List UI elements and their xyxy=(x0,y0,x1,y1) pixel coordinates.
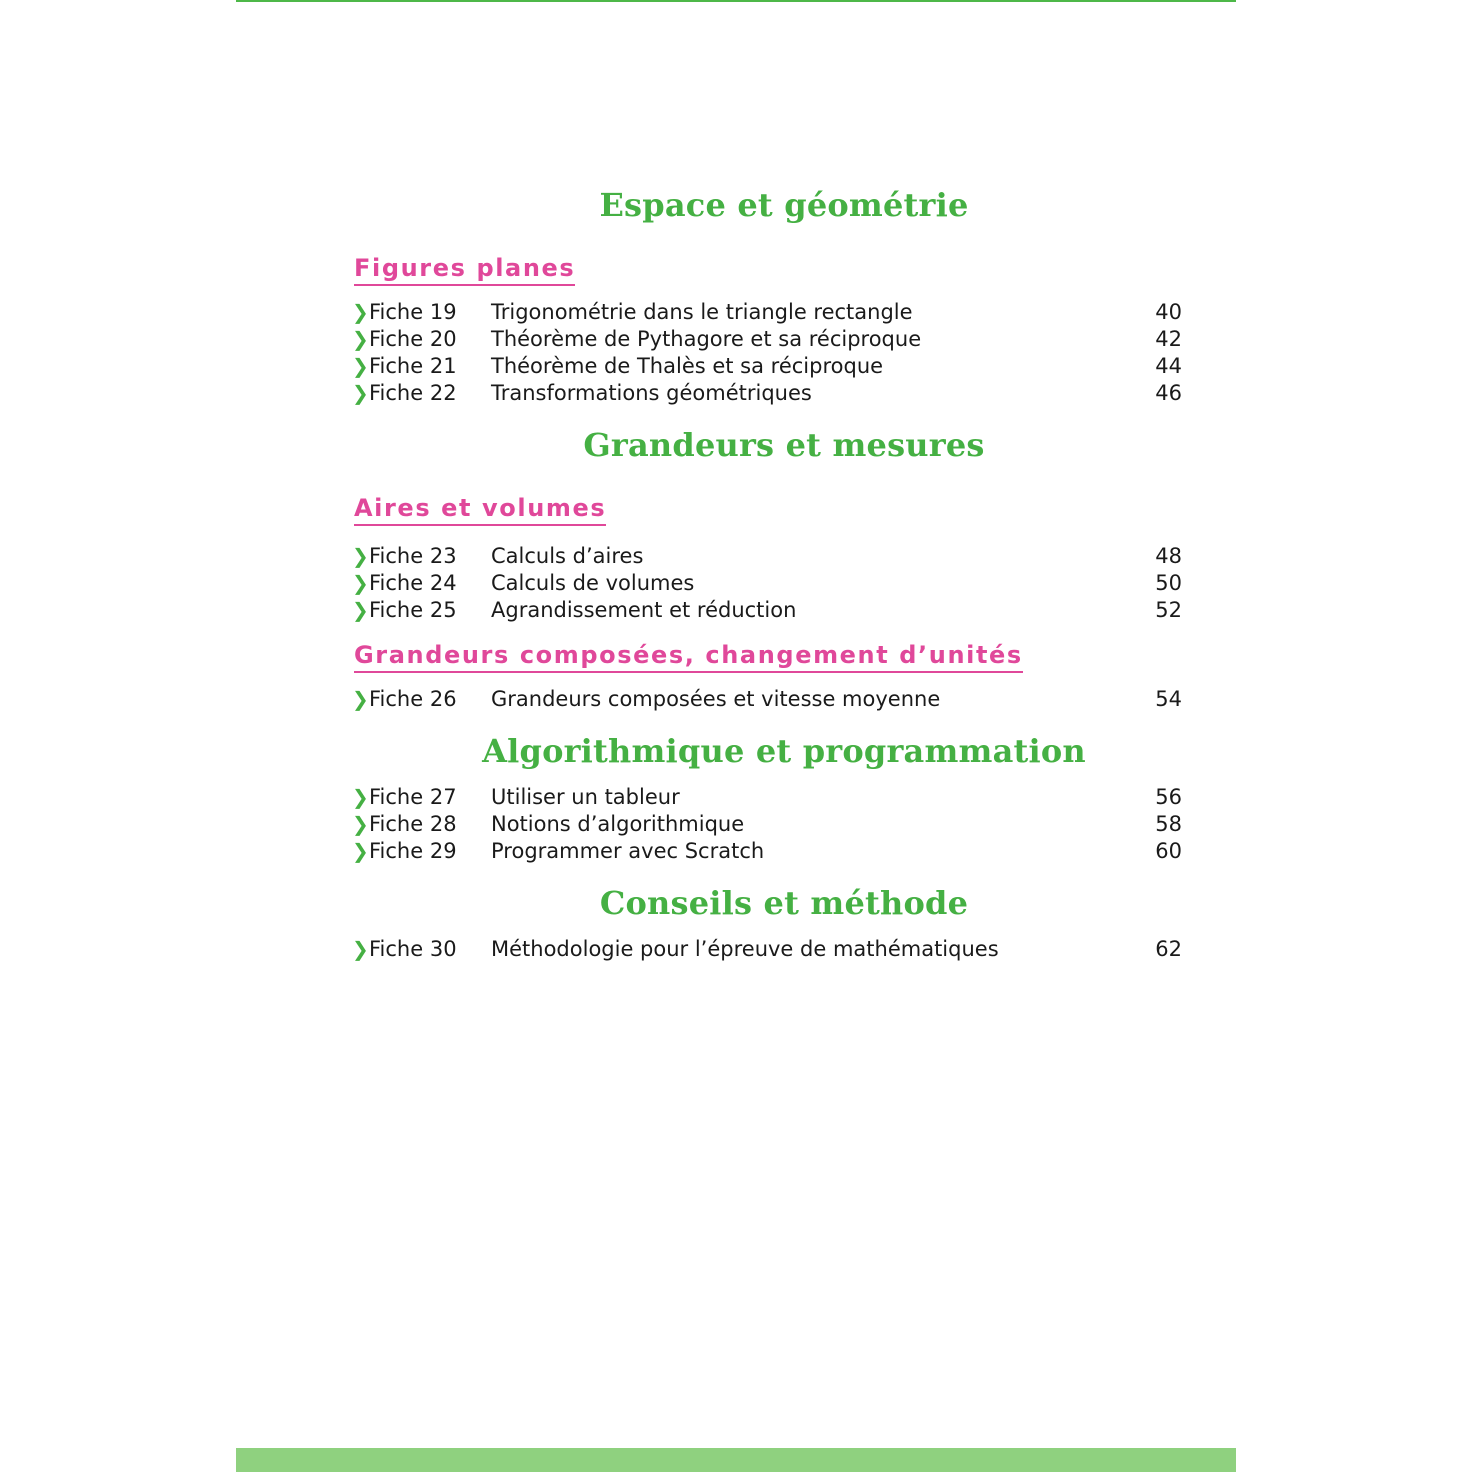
toc-list-grandeurs-composees xyxy=(352,686,1182,713)
fiche-number: Fiche 23 xyxy=(369,544,457,568)
page-number: 60 xyxy=(1155,839,1182,863)
section-heading-grandeurs-mesures: Grandeurs et mesures xyxy=(583,426,985,464)
chevron-right-icon: ❯ xyxy=(352,687,369,711)
toc-entry[interactable] xyxy=(352,543,1182,570)
entry-title: Grandeurs composées et vitesse moyenne xyxy=(491,687,941,711)
page-number: 58 xyxy=(1155,812,1182,836)
fiche-number: Fiche 21 xyxy=(369,354,457,378)
toc-entry[interactable] xyxy=(352,838,1182,865)
toc-entry[interactable] xyxy=(352,326,1182,353)
fiche-number: Fiche 25 xyxy=(369,598,457,622)
fiche-number: Fiche 29 xyxy=(369,839,457,863)
fiche-number: Fiche 27 xyxy=(369,785,457,809)
entry-title: Théorème de Thalès et sa réciproque xyxy=(491,354,884,378)
toc-list-conseils-methode xyxy=(352,936,1182,963)
page-number: 44 xyxy=(1155,354,1182,378)
entry-title: Transformations géométriques xyxy=(491,381,812,405)
chevron-right-icon: ❯ xyxy=(352,327,369,351)
toc-entry[interactable] xyxy=(352,299,1182,326)
chevron-right-icon: ❯ xyxy=(352,839,369,863)
entry-title: Agrandissement et réduction xyxy=(491,598,797,622)
entry-title: Calculs d’aires xyxy=(491,544,644,568)
toc-list-figures-planes xyxy=(352,299,1182,407)
section-heading-conseils-methode: Conseils et méthode xyxy=(599,884,969,922)
entry-title: Programmer avec Scratch xyxy=(491,839,765,863)
chevron-right-icon: ❯ xyxy=(352,937,369,961)
chevron-right-icon: ❯ xyxy=(352,571,369,595)
chevron-right-icon: ❯ xyxy=(352,785,369,809)
chevron-right-icon: ❯ xyxy=(352,544,369,568)
toc-list-algorithmique xyxy=(352,784,1182,865)
toc-entry[interactable] xyxy=(352,784,1182,811)
toc-entry[interactable] xyxy=(352,811,1182,838)
fiche-number: Fiche 24 xyxy=(369,571,457,595)
chevron-right-icon: ❯ xyxy=(352,598,369,622)
subsection-heading-aires-volumes: Aires et volumes xyxy=(354,493,606,526)
toc-list-aires-volumes xyxy=(352,543,1182,624)
entry-title: Notions d’algorithmique xyxy=(491,812,745,836)
bottom-band xyxy=(236,1448,1236,1472)
chevron-right-icon: ❯ xyxy=(352,300,369,324)
page-number: 54 xyxy=(1155,687,1182,711)
toc-entry[interactable] xyxy=(352,936,1182,963)
toc-entry[interactable] xyxy=(352,353,1182,380)
toc-entry[interactable] xyxy=(352,570,1182,597)
chevron-right-icon: ❯ xyxy=(352,354,369,378)
subsection-heading-grandeurs-composees: Grandeurs composées, changement d’unités xyxy=(354,640,1023,673)
page-number: 50 xyxy=(1155,571,1182,595)
entry-title: Utiliser un tableur xyxy=(491,785,680,809)
top-rule xyxy=(236,0,1236,2)
chevron-right-icon: ❯ xyxy=(352,381,369,405)
entry-title: Trigonométrie dans le triangle rectangle xyxy=(491,300,913,324)
page-number: 42 xyxy=(1155,327,1182,351)
fiche-number: Fiche 26 xyxy=(369,687,457,711)
page-number: 40 xyxy=(1155,300,1182,324)
entry-title: Théorème de Pythagore et sa réciproque xyxy=(491,327,922,351)
fiche-number: Fiche 22 xyxy=(369,381,457,405)
page-number: 46 xyxy=(1155,381,1182,405)
page-number: 62 xyxy=(1155,937,1182,961)
entry-title: Méthodologie pour l’épreuve de mathématiques xyxy=(491,937,999,961)
page-number: 52 xyxy=(1155,598,1182,622)
fiche-number: Fiche 20 xyxy=(369,327,457,351)
entry-title: Calculs de volumes xyxy=(491,571,695,595)
toc-entry[interactable] xyxy=(352,597,1182,624)
section-heading-espace-geometrie: Espace et géométrie xyxy=(599,186,969,224)
toc-entry[interactable] xyxy=(352,380,1182,407)
fiche-number: Fiche 30 xyxy=(369,937,457,961)
fiche-number: Fiche 19 xyxy=(369,300,457,324)
page-number: 56 xyxy=(1155,785,1182,809)
toc-entry[interactable] xyxy=(352,686,1182,713)
subsection-heading-figures-planes: Figures planes xyxy=(354,253,575,286)
chevron-right-icon: ❯ xyxy=(352,812,369,836)
fiche-number: Fiche 28 xyxy=(369,812,457,836)
section-heading-algorithmique: Algorithmique et programmation xyxy=(482,732,1086,770)
page-number: 48 xyxy=(1155,544,1182,568)
